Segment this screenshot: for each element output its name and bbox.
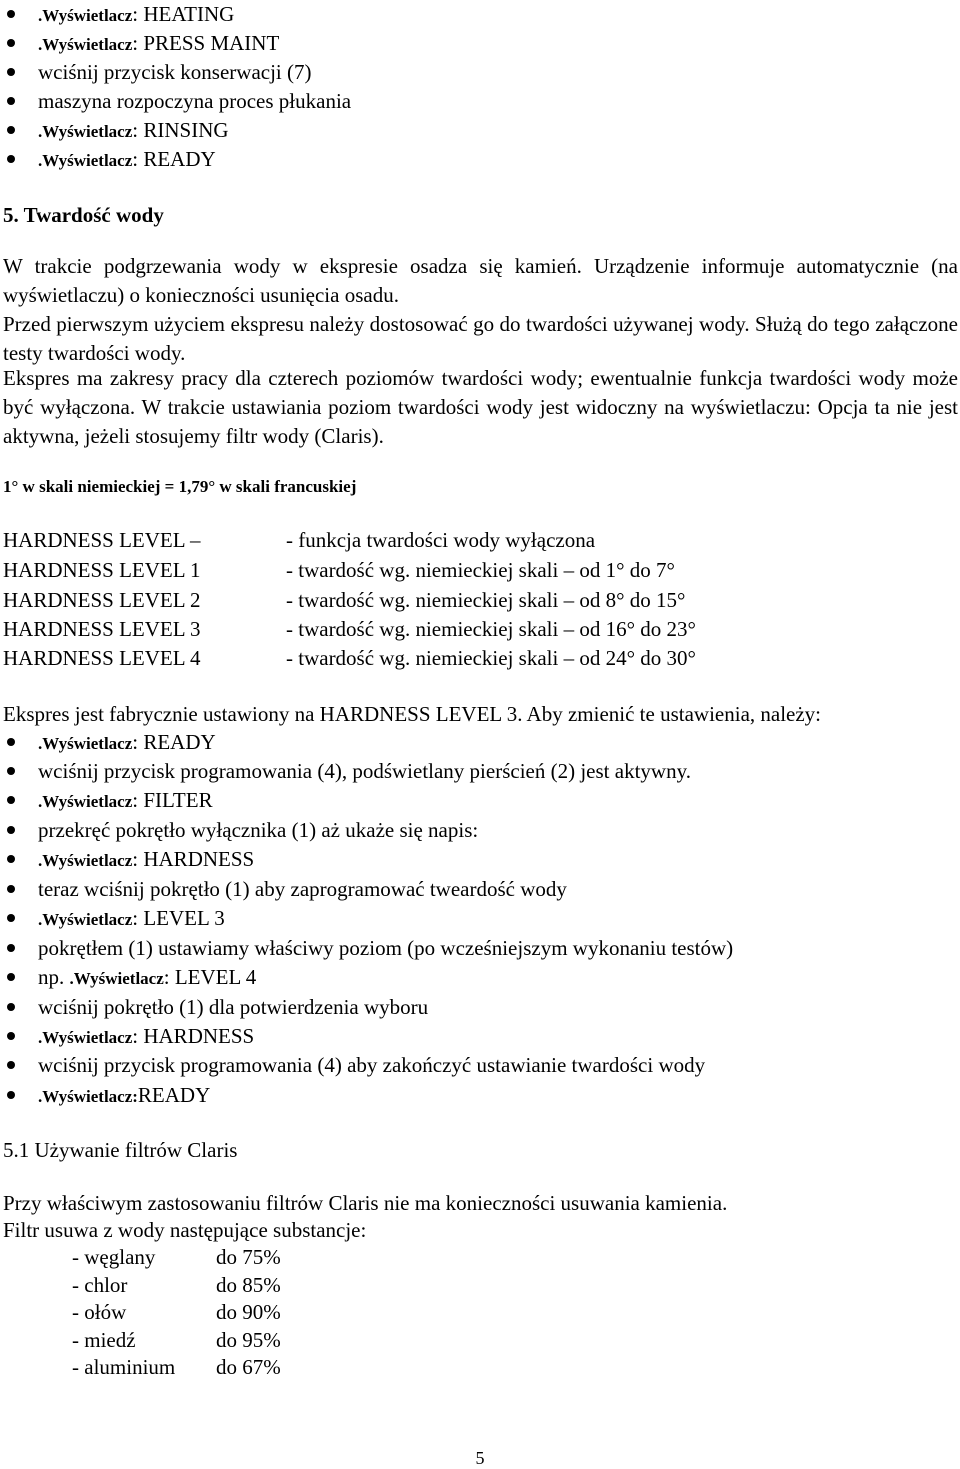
bullet-icon xyxy=(7,155,15,163)
bullet-icon xyxy=(7,39,15,47)
bullet-icon xyxy=(7,68,15,76)
bullet-icon xyxy=(7,126,15,134)
page-number: 5 xyxy=(475,1448,485,1468)
bullet-icon xyxy=(7,973,15,981)
bullet-icon xyxy=(7,1032,15,1040)
factory-setting-text: Ekspres jest fabrycznie ustawiony na HARDNESS LEVEL 3. Aby zmienić te ustawienia, należy: xyxy=(3,702,822,726)
paragraph-adjust: Przed pierwszym użyciem ekspresu należy dostosować go do twardości używanej wody. Służą do tego załączone testy twardości wody. xyxy=(3,312,958,365)
section-heading: 5. Twardość wody xyxy=(3,203,164,227)
bullet-icon xyxy=(7,855,15,863)
claris-paragraph: Przy właściwym zastosowaniu filtrów Claris nie ma konieczności usuwania kamienia. xyxy=(3,1191,728,1215)
filter-intro: Filtr usuwa z wody następujące substancje: xyxy=(3,1218,367,1242)
bullet-icon xyxy=(7,826,15,834)
bullet-icon xyxy=(7,885,15,893)
subsection-heading: 5.1 Używanie filtrów Claris xyxy=(3,1138,238,1162)
bullet-icon xyxy=(7,767,15,775)
bullet-icon xyxy=(7,10,15,18)
bullet-icon xyxy=(7,97,15,105)
bullet-icon xyxy=(7,1061,15,1069)
bullet-icon xyxy=(7,1003,15,1011)
bullet-icon xyxy=(7,914,15,922)
bullet-icon xyxy=(7,1091,15,1099)
conversion-note: 1° w skali niemieckiej = 1,79° w skali francuskiej xyxy=(3,477,357,496)
bullet-icon xyxy=(7,944,15,952)
bullet-icon xyxy=(7,738,15,746)
bullet-icon xyxy=(7,796,15,804)
paragraph-intro: W trakcie podgrzewania wody w ekspresie osadza się kamień. Urządzenie informuje automatycznie (na wyświetlaczu) o konieczności usunięcia osadu. xyxy=(3,254,958,307)
document-page: .Wyświetlacz: HEATING .Wyświetlacz: PRESS MAINT wciśnij przycisk konserwacji (7) maszyna rozpoczyna proces płukania .Wyświetlacz: RINSING .Wyświetlacz: READY 5. Twardość wody W trakcie podgrzewania wody w ekspresie osadza się kamień. Urządzenie informuje automatycznie (na wyświetlaczu) o konieczności usunięcia osadu. Przed pierwszym użyciem ekspresu należy dostosować go do twardości używanej wody. Służą do tego załączone testy twardości wody. Ekspres ma zakresy pracy dla czterech poziomów twardości wody; ewentualnie funkcja twardości wody może być wyłączona. W trakcie ustawiania poziom twardości wody jest widoczny na wyświetlaczu: Opcja ta nie jest aktywna, jeżeli stosujemy filtr wody (Claris). 1° w skali niemieckiej = 1,79° w skali francuskiej HARDNESS LEVEL – - funkcja twardości wody wyłączona HARDNESS LEVEL 1 - twardość wg. niemieckiej skali – od 1° do 7° HARDNESS LEVEL 2 - twardość wg. niemieckiej skali – od 8° do 15° HARDNESS LEVEL 3 - twardość wg. niemieckiej skali – od 16° do 23° HARDNESS LEVEL 4 - twardość wg. niemieckiej skali – od 24° do 30° Ekspres jest fabrycznie ustawiony na HARDNESS LEVEL 3. Aby zmienić te ustawienia, należy: .Wyświetlacz: READY wciśnij przycisk programowania (4), podświetlany pierścień (2) jest aktywny. .Wyświetlacz: FILTER przekręć pokrętło wyłącznika (1) aż ukaże się napis: .Wyświetlacz: HARDNESS teraz wciśnij pokrętło (1) aby zaprogramować tweardość wody .Wyświetlacz: LEVEL 3 pokrętłem (1) ustawiamy właściwy poziom (po wcześniejszym wykonaniu testów) np. .Wyświetlacz: LEVEL 4 wciśnij pokrętło (1) dla potwierdzenia wyboru .Wyświetlacz: HARDNESS wciśnij przycisk programowania (4) aby zakończyć ustawianie twardości wody .Wyświetlacz:READY 5.1 Używanie filtrów Claris Przy właściwym zastosowaniu filtrów Claris nie ma konieczności usuwania kamienia. Filtr usuwa z wody następujące substancje: - węglany do 75% - chlor do 85% - ołów do 90% - miedź do 95% - aluminium do 67% 5 xyxy=(0,0,960,1469)
paragraph-levels: Ekspres ma zakresy pracy dla czterech poziomów twardości wody; ewentualnie funkcja twardości wody może być wyłączona. W trakcie ustawiania poziom twardości wody jest widoczny na wyświetlaczu: Opcja ta nie jest aktywna, jeżeli stosujemy filtr wody (Claris). xyxy=(3,366,958,448)
